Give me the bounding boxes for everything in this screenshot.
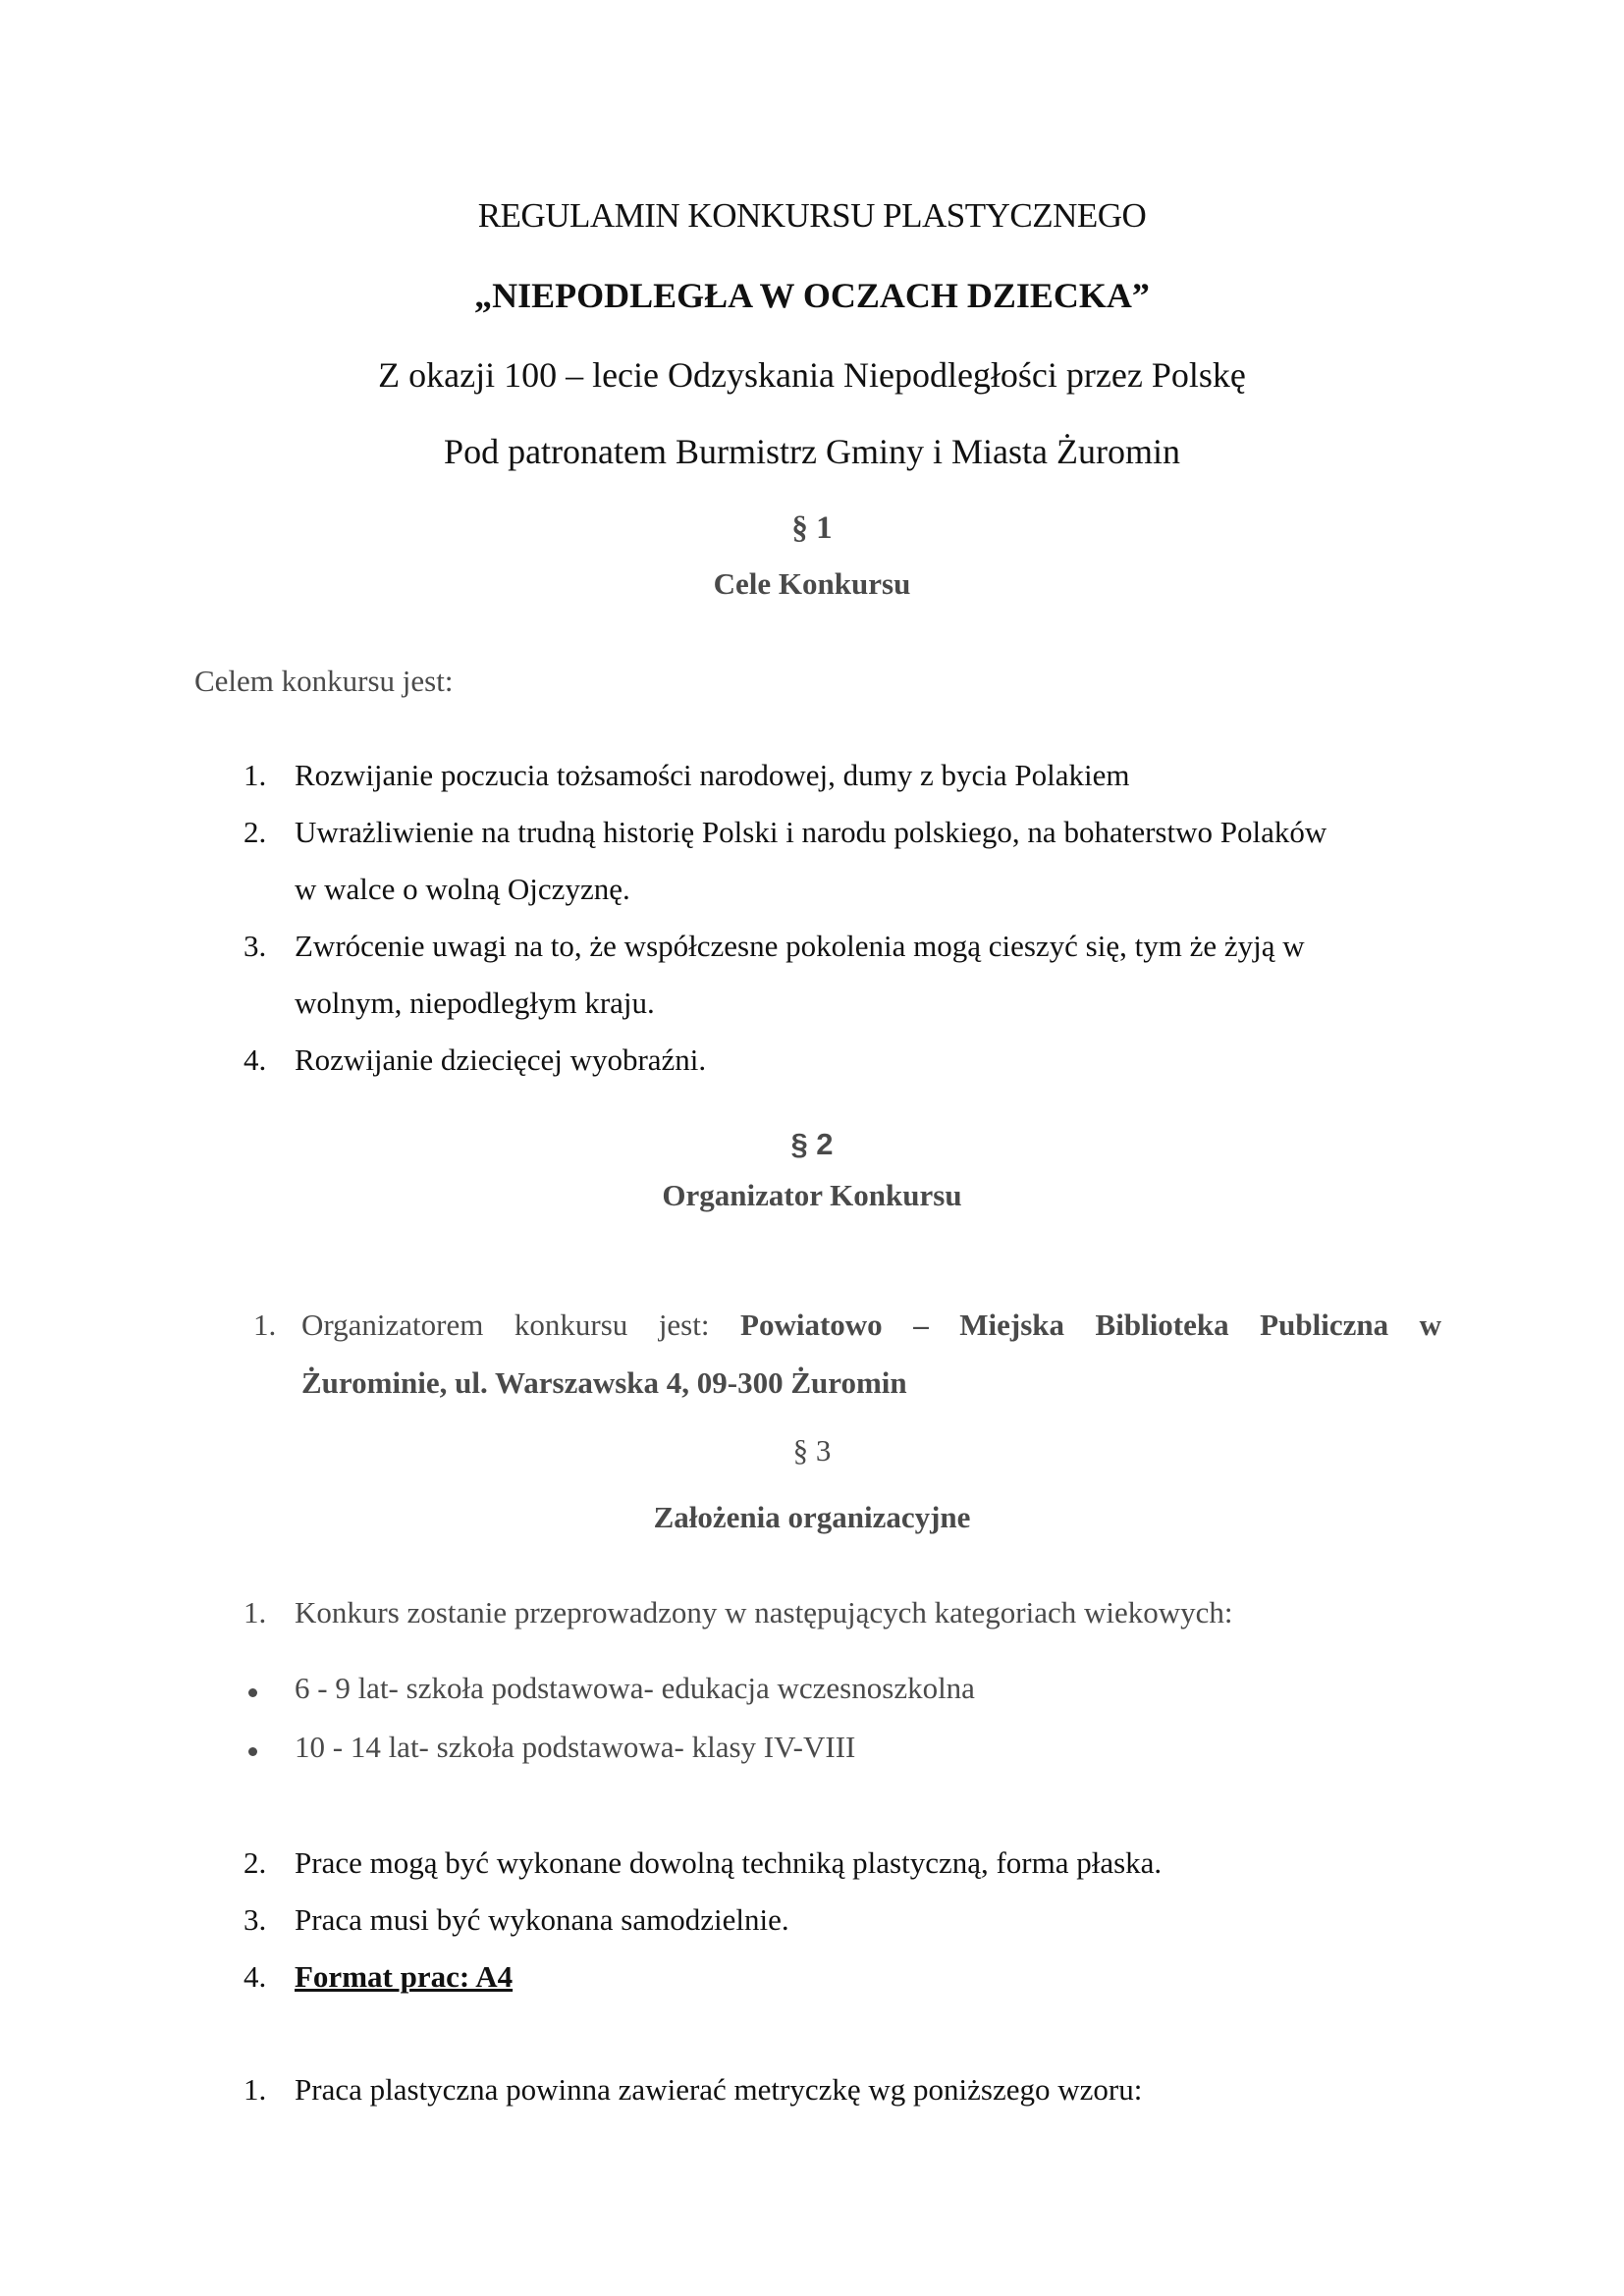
bullet-icon	[248, 1688, 257, 1697]
list-item-continuation: w walce o wolną Ojczyznę.	[295, 872, 630, 906]
bullet-icon	[248, 1747, 257, 1756]
document-title: REGULAMIN KONKURSU PLASTYCZNEGO	[477, 196, 1147, 235]
section-2-mark: § 2	[790, 1127, 834, 1161]
section-1-intro: Celem konkursu jest:	[194, 664, 454, 698]
list-item-number: 2.	[244, 1845, 267, 1880]
patronage-line: Pod patronatem Burmistrz Gminy i Miasta Żuromin	[444, 432, 1180, 471]
list-item: Prace mogą być wykonane dowolną techniką plastyczną, forma płaska.	[295, 1845, 1163, 1880]
list-item: Praca musi być wykonana samodzielnie.	[295, 1902, 789, 1937]
list-item-number: 4.	[244, 1042, 267, 1077]
list-item: Rozwijanie poczucia tożsamości narodowej, dumy z bycia Polakiem	[295, 758, 1130, 792]
section-1-title: Cele Konkursu	[713, 566, 911, 601]
list-item-number: 3.	[244, 929, 267, 963]
section-2-title: Organizator Konkursu	[662, 1178, 962, 1212]
list-item-number: 3.	[244, 1902, 267, 1937]
list-item-number: 1.	[244, 758, 267, 792]
organizer-line	[301, 1308, 1441, 1343]
age-category: 10 - 14 lat- szkoła podstawowa- klasy IV-VIII	[295, 1730, 856, 1764]
format-requirement: Format prac: A4	[295, 1959, 514, 1994]
list-item-number: 1.	[244, 2072, 267, 2107]
organizer-name: Powiatowo – Miejska Biblioteka Publiczna w	[740, 1308, 1442, 1342]
list-item-number: 4.	[244, 1959, 267, 1994]
list-item: Uwrażliwienie na trudną historię Polski i narodu polskiego, na bohaterstwo Polaków	[295, 815, 1327, 849]
section-1-mark: § 1	[791, 510, 833, 546]
section-3-mark: § 3	[792, 1433, 832, 1468]
list-item: Zwrócenie uwagi na to, że współczesne pokolenia mogą cieszyć się, tym że żyją w	[295, 929, 1305, 963]
organizer-address: Żurominie, ul. Warszawska 4, 09-300 Żuromin	[301, 1365, 907, 1400]
list-item-number: 1.	[244, 1595, 267, 1629]
age-categories-intro: Konkurs zostanie przeprowadzony w następujących kategoriach wiekowych:	[295, 1595, 1233, 1629]
age-category: 6 - 9 lat- szkoła podstawowa- edukacja wczesnoszkolna	[295, 1671, 975, 1705]
list-item: Rozwijanie dziecięcej wyobraźni.	[295, 1042, 707, 1077]
list-item-number: 1.	[253, 1308, 277, 1342]
organizer-prefix: Organizatorem konkursu jest:	[301, 1308, 710, 1342]
list-item-number: 2.	[244, 815, 267, 849]
section-3-title: Założenia organizacyjne	[653, 1500, 971, 1534]
occasion-line: Z okazji 100 – lecie Odzyskania Niepodległości przez Polskę	[378, 355, 1246, 395]
contest-name: „NIEPODLEGŁA W OCZACH DZIECKA”	[474, 276, 1150, 315]
list-item-continuation: wolnym, niepodległym kraju.	[295, 986, 655, 1020]
list-item: Praca plastyczna powinna zawierać metryczkę wg poniższego wzoru:	[295, 2072, 1143, 2107]
